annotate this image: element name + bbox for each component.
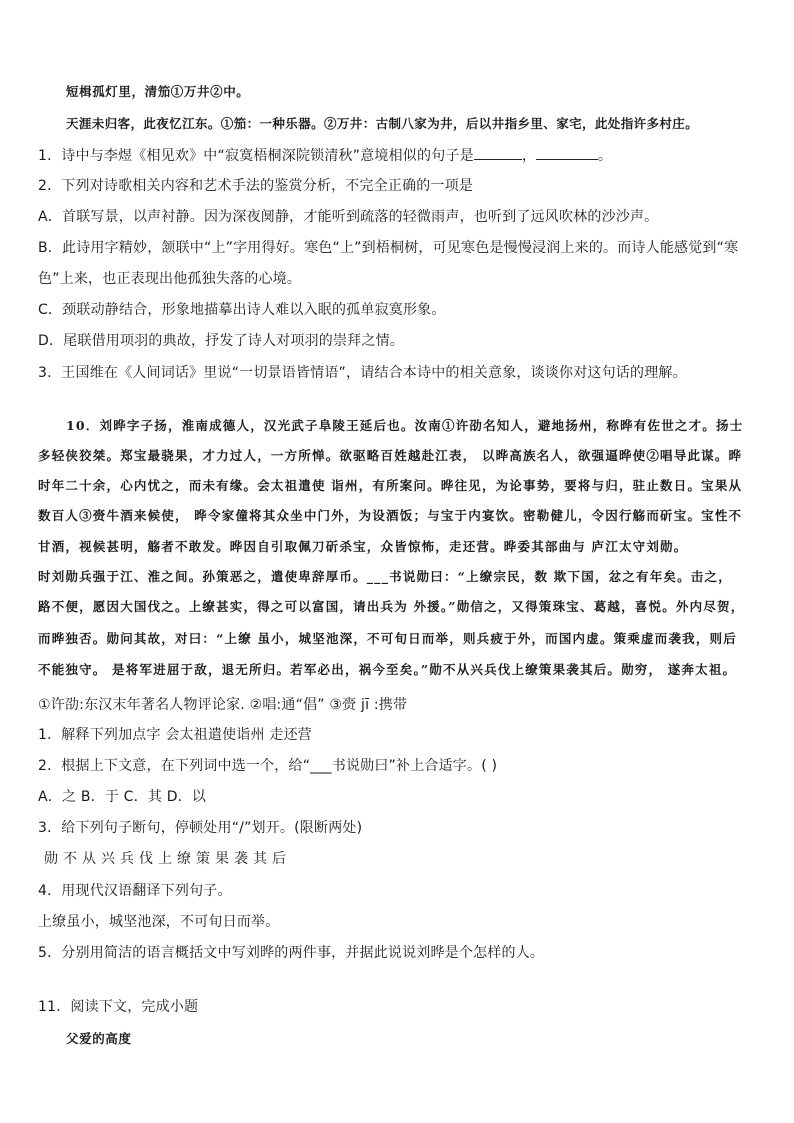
q9-option-b-cont: 色”上来，也正表现出他孤独失落的心境。 (38, 271, 302, 287)
q10-passage-line: 多轻侠狡桀。郑宝最骁果，才力过人，一方所惮。欲驱略百姓越赴江表， 以晔高族名人，欲强逼晔使②唱导此谋。晔 (38, 448, 743, 463)
q9-question-3: 3．王国维在《人间词话》里说“一切景语皆情语”，请结合本诗中的相关意象，谈谈你对这句话的理解。 (38, 365, 687, 381)
q10-passage-line: 不能独守。 是将军进屈于敌，退无所归。若军必出，祸今至矣。”勋不从兴兵伐上缭策果袭其后。勋穷， 遂奔太祖。 (38, 662, 737, 677)
q11-article-title: 父爱的高度 (66, 1031, 132, 1046)
q9-question-1-end: 。 (598, 148, 613, 164)
q10-question-3: 3．给下列句子断句，停顿处用“/”划开。(限断两处) (38, 820, 363, 836)
q10-footnotes: ①许劭:东汉末年著名人物评论家. ②唱:通“倡” ③赍 jī :携带 (38, 697, 408, 713)
poem-line: 短楫孤灯里，清笳①万井②中。 (66, 84, 250, 99)
q10-question-1: 1．解释下列加点字 会太祖遣使诣州 走还营 (38, 727, 313, 743)
answer-blank[interactable] (536, 146, 598, 160)
q10-passage-line: 10．刘晔字子扬，淮南成德人，汉光武子阜陵王延后也。汝南①许劭名知人，避地扬州，称晔有佐世之才。扬士 (66, 418, 744, 433)
q10-question-2-options: A．之 B．于 C．其 D．以 (38, 789, 207, 805)
q10-question-4: 4．用现代汉语翻译下列句子。 (38, 883, 232, 899)
q9-option-c: C．颈联动静结合，形象地描摹出诗人难以入眠的孤单寂寞形象。 (38, 302, 446, 318)
q10-question-5: 5．分别用简洁的语言概括文中写刘晔的两件事，并据此说说刘晔是个怎样的人。 (38, 945, 545, 961)
q9-option-d: D．尾联借用项羽的典故，抒发了诗人对项羽的崇拜之情。 (38, 333, 404, 349)
q9-question-1-sep: ， (521, 148, 537, 164)
q9-question-1-text: 1．诗中与李煜《相见欢》中“寂寞梧桐深院锁清秋”意境相似的句子是 (38, 148, 474, 164)
q9-option-b: B．此诗用字精妙，颔联中“上”字用得好。寒色“上”到梧桐树，可见寒色是慢慢浸润上来的。而诗人能感觉到“寒 (38, 240, 739, 256)
q11-heading: 11．阅读下文，完成小题 (38, 999, 199, 1015)
q10-passage-line: 路不便，愿因大国伐之。上缭甚实，得之可以富国，请出兵为 外援。”勋信之，又得策珠宝、葛越，喜悦。外内尽贺， (38, 599, 745, 614)
q10-question-4-sentence: 上缭虽小，城坚池深，不可旬日而举。 (38, 914, 280, 930)
q10-passage-line: 时年二十余，心内忧之，而未有缘。会太祖遣使 诣州，有所案问。晔往见，为论事势，要将与归，驻止数日。宝果从 (38, 478, 743, 493)
q10-question-2: 2．根据上下文意，在下列词中选一个，给“___书说勋曰”补上合适字。( ) (38, 758, 498, 774)
poem-note: 天涯未归客，此夜忆江东。①笳：一种乐器。②万井：古制八家为井，后以井指乡里、家宅，此处指许多村庄。 (66, 116, 699, 131)
q10-passage-line: 甘酒，视候甚明，觞者不敢发。晔因自引取佩刀斫杀宝，众皆惊怖，走还营。晔委其部曲与 庐江太守刘勋。 (38, 539, 688, 554)
q9-option-a: A．首联写景，以声衬静。因为深夜阒静，才能听到疏落的轻微雨声，也听到了远风吹林的沙沙声。 (38, 209, 659, 225)
q9-question-1 (38, 146, 612, 165)
q10-question-3-sentence: 勋不从兴兵伐上缭策果袭其后 (44, 851, 291, 867)
q10-passage-line: 数百人③赍牛酒来候使， 晔令家僮将其众坐中门外，为设酒饭；与宝于内宴饮。密勒健儿，令因行觞而斫宝。宝性不 (38, 508, 743, 523)
q10-passage-line: 时刘勋兵强于江、淮之间。孙策恶之，遣使卑辞厚币。___书说勋曰：“上缭宗民，数 欺下国，忿之有年矣。击之， (38, 569, 732, 584)
answer-blank[interactable] (474, 146, 522, 160)
q10-passage-line: 而晔独否。勋问其故，对曰：“上缭 虽小，城坚池深，不可旬日而举，则兵疲于外，而国内虚。策乘虚而袭我，则后 (38, 631, 737, 646)
q9-question-2: 2．下列对诗歌相关内容和艺术手法的鉴赏分析，不完全正确的一项是 (38, 178, 474, 194)
